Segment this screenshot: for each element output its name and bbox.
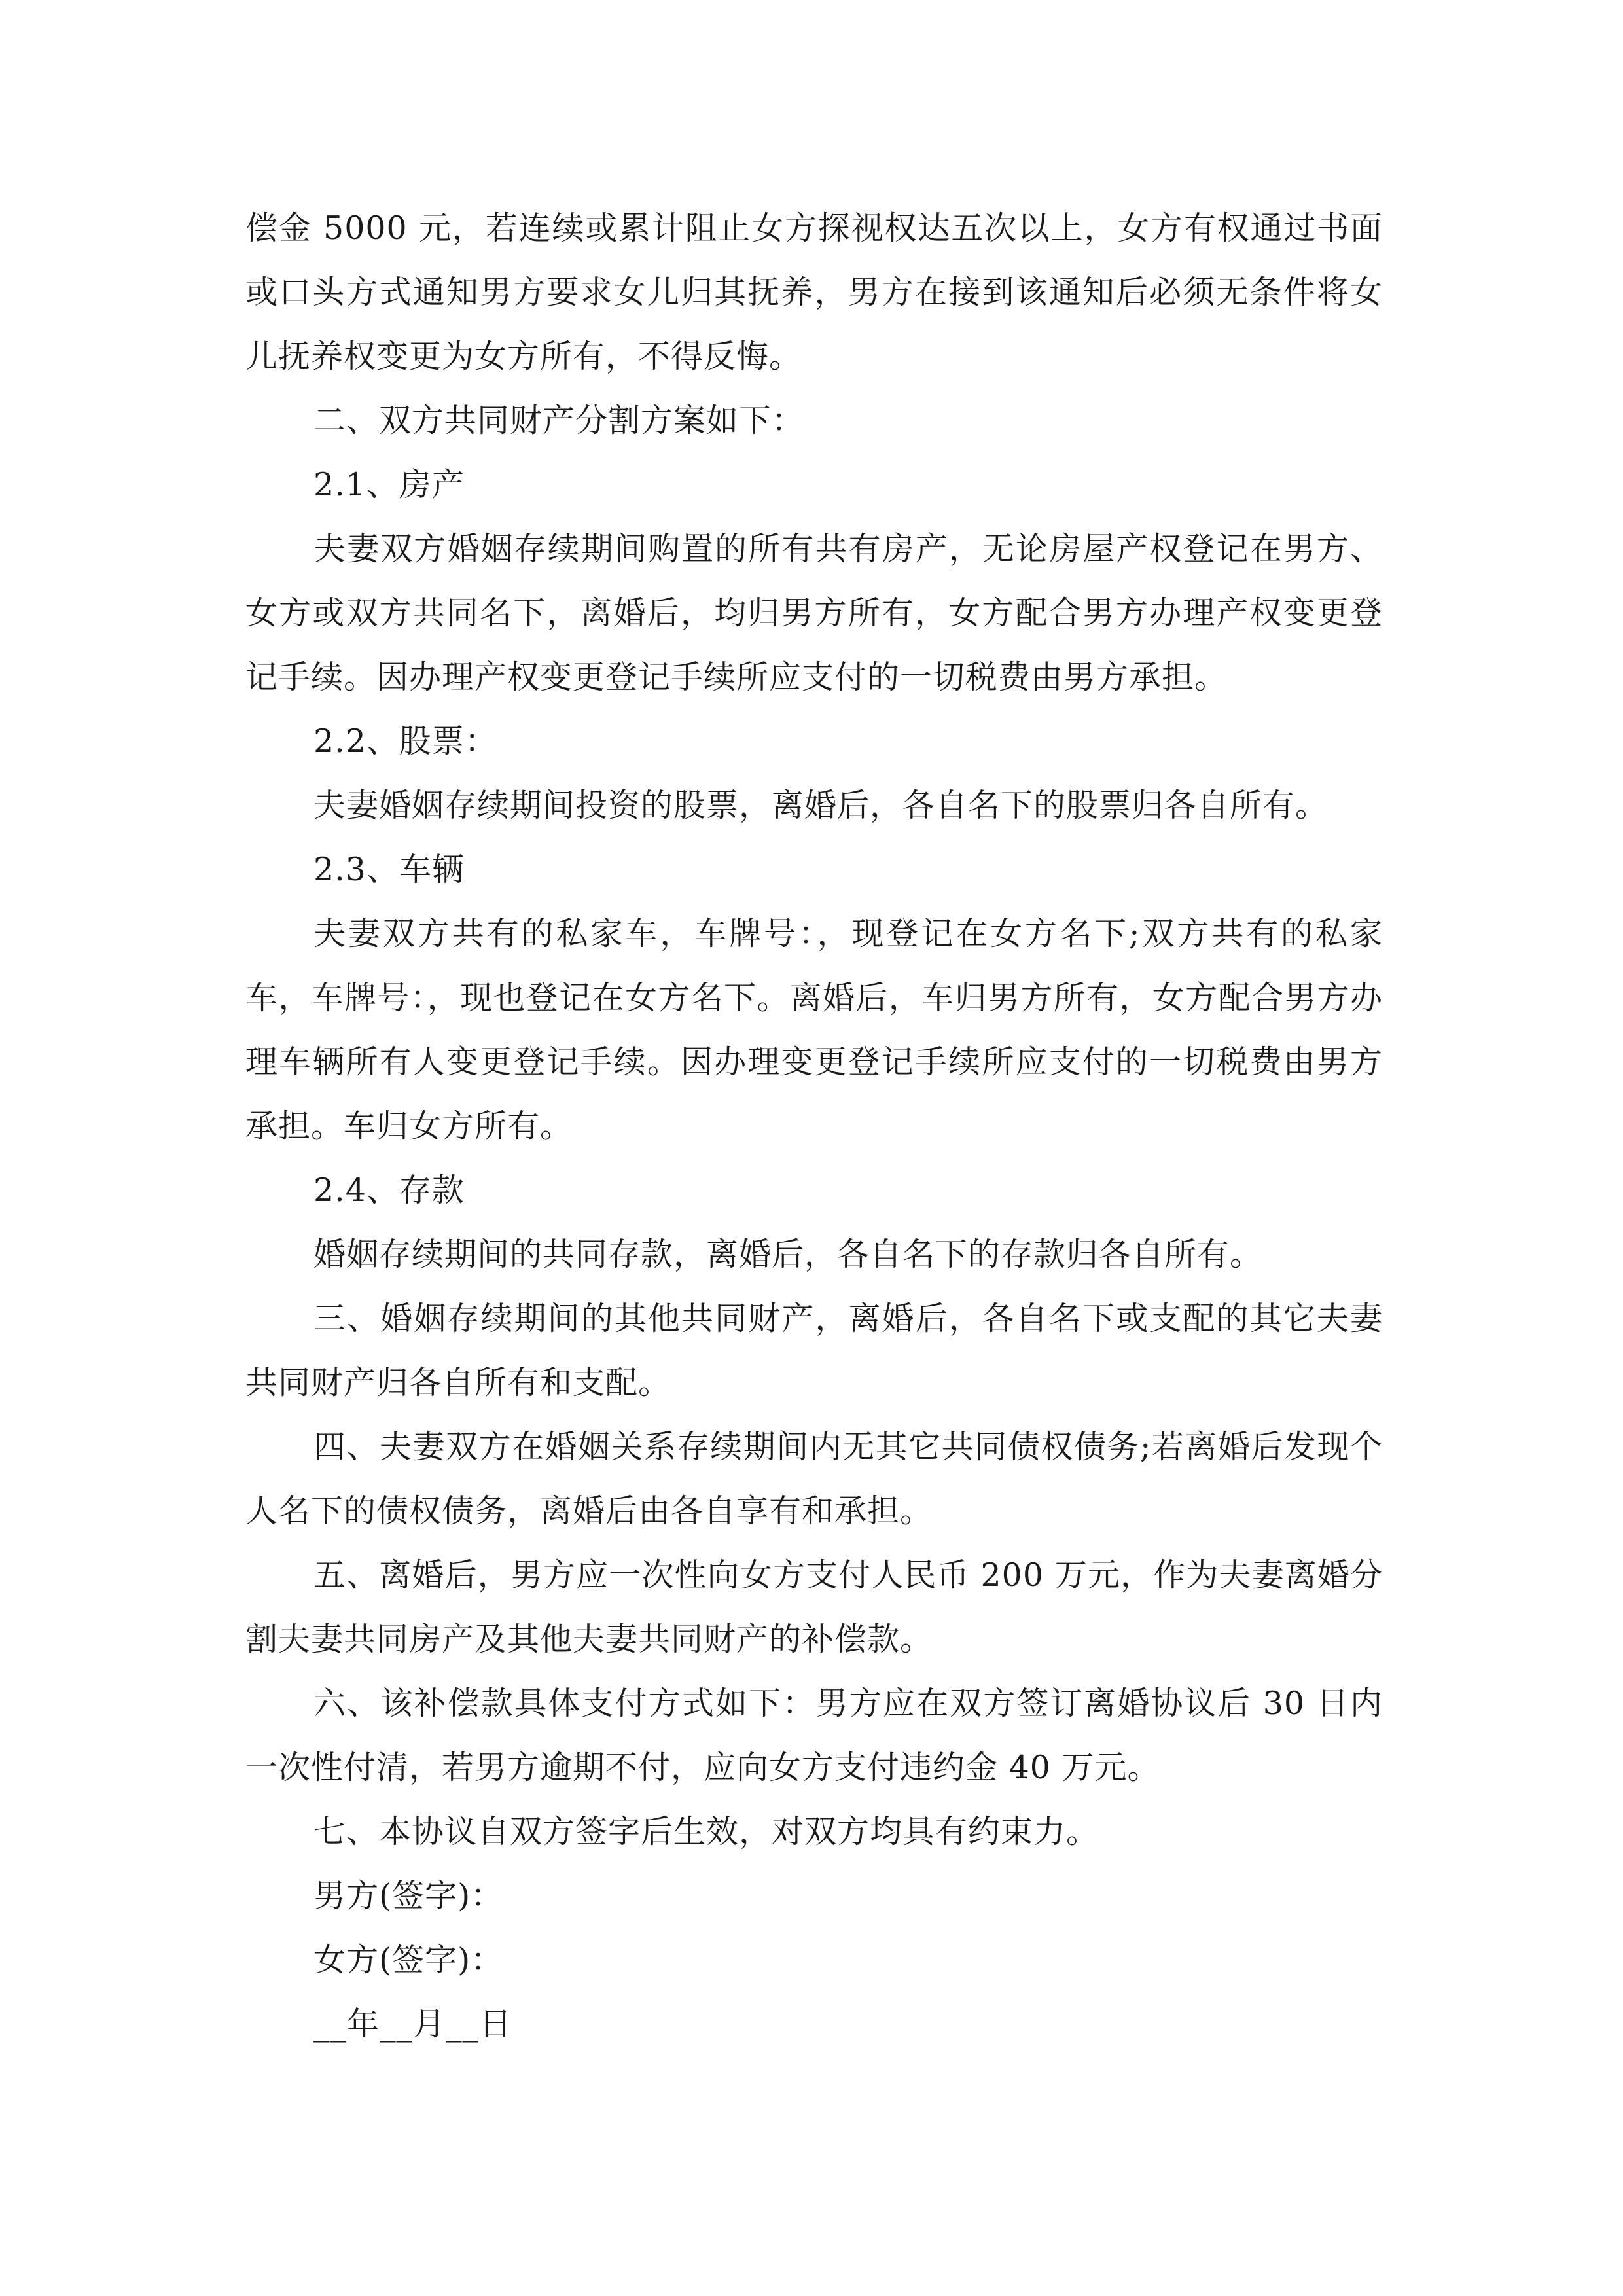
clause-six: 六、该补偿款具体支付方式如下：男方应在双方签订离婚协议后 30 日内一次性付清，若男方逾期不付，应向女方支付违约金 40 万元。 [245,1685,1383,1786]
clause-three: 三、婚姻存续期间的其他共同财产，离婚后，各自名下或支配的其它夫妻共同财产归各自所有和支配。 [245,1300,1383,1401]
signature-date: __年__月__日 [313,2005,512,2043]
paragraph-vehicles: 夫妻双方共有的私家车，车牌号：，现登记在女方名下;双方共有的私家车，车牌号：，现也登记在女方名下。离婚后，车归男方所有，女方配合男方办理车辆所有人变更登记手续。因办理变更登记手续所应支付的一切税费由男方承担。车归女方所有。 [245,915,1383,1145]
heading-property-division: 二、双方共同财产分割方案如下： [313,402,805,439]
clause-seven: 七、本协议自双方签字后生效，对双方均具有约束力。 [313,1813,1099,1850]
subheading-deposits: 2.4、存款 [313,1172,465,1209]
clause-five: 五、离婚后，男方应一次性向女方支付人民币 200 万元，作为夫妻离婚分割夫妻共同房产及其他夫妻共同财产的补偿款。 [245,1556,1383,1658]
subheading-stocks: 2.2、股票： [313,723,497,760]
signature-female: 女方(签字)： [313,1941,504,1979]
paragraph-stocks: 夫妻婚姻存续期间投资的股票，离婚后，各自名下的股票归各自所有。 [313,787,1329,824]
subheading-vehicles: 2.3、车辆 [313,851,465,888]
document-body [245,196,1383,2056]
clause-four: 四、夫妻双方在婚姻关系存续期间内无其它共同债权债务;若离婚后发现个人名下的债权债务，离婚后由各自享有和承担。 [245,1428,1383,1530]
paragraph-compensation-continued: 偿金 5000 元，若连续或累计阻止女方探视权达五次以上，女方有权通过书面或口头方式通知男方要求女儿归其抚养，男方在接到该通知后必须无条件将女儿抚养权变更为女方所有，不得反悔。 [245,209,1383,375]
signature-male: 男方(签字)： [313,1877,504,1914]
paragraph-real-estate: 夫妻双方婚姻存续期间购置的所有共有房产，无论房屋产权登记在男方、女方或双方共同名下，离婚后，均归男方所有，女方配合男方办理产权变更登记手续。因办理产权变更登记手续所应支付的一切税费由男方承担。 [245,530,1383,696]
paragraph-deposits: 婚姻存续期间的共同存款，离婚后，各自名下的存款归各自所有。 [313,1236,1263,1273]
subheading-real-estate: 2.1、房产 [313,466,465,503]
